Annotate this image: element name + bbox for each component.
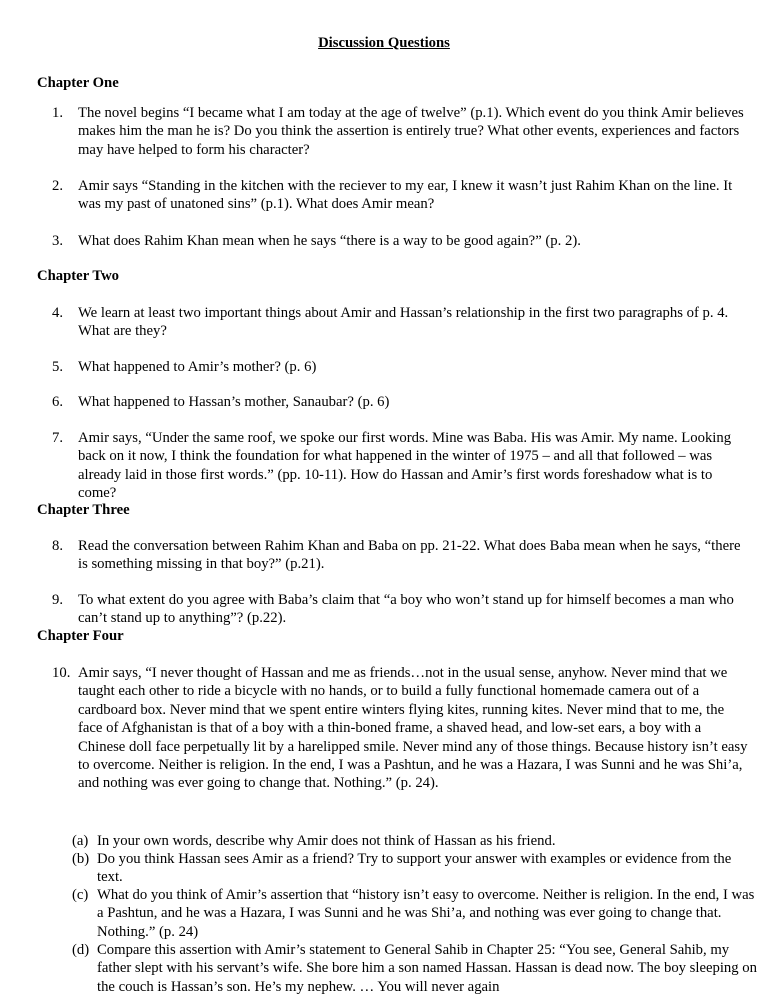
subquestion-label: (c) <box>72 887 89 903</box>
question-text: The novel begins “I became what I am today at the age of twelve” (p.1). Which event do you think Amir believes makes him the man he is? Do you think the assertion is entirely true? What other events, experiences and factors may have helped to form his character? <box>78 105 744 158</box>
question-text: Amir says “Standing in the kitchen with the reciever to my ear, I knew it wasn’t just Rahim Khan on the line. It was my past of unatoned sins” (p.1). What does Amir mean? <box>78 178 733 213</box>
question-text: Amir says, “I never thought of Hassan and me as friends…not in the usual sense, anyhow. Never mind that we taught each other to ride a bicycle with no hands, or to build a fully functional homemade camera out of a cardboard box. Never mind that we spent entire winters flying kites, running kites. Never mind that to me, the face of Afghanistan is that of a boy with a thin-boned frame, a shaved head, and low-set ears, a boy with a Chinese doll face perpetually lit by a harelipped smile. Never mind any of those things. Because history isn’t easy to overcome. Neither is religion. In the end, I was a Pashtun, and he was a Hazara, I was Sunni and he was Shi’a, and nothing was ever going to change that. Nothing.” (p. 24). <box>78 665 748 792</box>
question-item <box>52 537 752 574</box>
question-text: To what extent do you agree with Baba’s claim that “a boy who won’t stand up for himself becomes a man who can’t stand up to anything”? (p.22). <box>78 592 734 627</box>
question-item <box>52 177 752 214</box>
question-number: 5. <box>52 359 64 375</box>
chapter-heading-one: Chapter One <box>37 75 119 91</box>
question-text: What happened to Hassan’s mother, Sanaubar? (p. 6) <box>78 394 390 410</box>
chapter-heading-three: Chapter Three <box>37 502 130 518</box>
question-number: 6. <box>52 394 64 410</box>
subquestion-text: Compare this assertion with Amir’s statement to General Sahib in Chapter 25: “You see, General Sahib, my father slept with his servant’s wife. She bore him a son named Hassan. Hassan is dead now. The boy sleeping on the couch is Hassan’s son. He’s my nephew. … You will never again <box>97 942 757 995</box>
question-number: 3. <box>52 233 64 249</box>
question-number: 4. <box>52 305 64 321</box>
question-item <box>52 393 752 411</box>
subquestion-item <box>72 832 760 850</box>
subquestion-text: What do you think of Amir’s assertion that “history isn’t easy to overcome. Neither is religion. In the end, I was a Pashtun, and he was a Hazara, I was Sunni and he was Shi’a, and nothing was ever going to change that. Nothing.” (p. 24) <box>97 887 755 940</box>
question-item <box>52 591 752 628</box>
question-item <box>52 104 752 159</box>
subquestion-label: (a) <box>72 833 89 849</box>
question-item <box>52 304 752 341</box>
question-item <box>52 429 752 503</box>
question-text: Read the conversation between Rahim Khan and Baba on pp. 21-22. What does Baba mean when he says, “there is something missing in that boy?” (p.21). <box>78 538 741 573</box>
question-text: What does Rahim Khan mean when he says “there is a way to be good again?” (p. 2). <box>78 233 581 249</box>
chapter-heading-two: Chapter Two <box>37 268 120 284</box>
subquestion-label: (b) <box>72 851 90 867</box>
question-text: Amir says, “Under the same roof, we spoke our first words. Mine was Baba. His was Amir. My name. Looking back on it now, I think the foundation for what happened in the winter of 1975 – and all that followed – was already laid in those first words.” (pp. 10-11). How do Hassan and Amir’s first words foreshadow what is to come? <box>78 430 732 502</box>
question-text: What happened to Amir’s mother? (p. 6) <box>78 359 317 375</box>
question-number: 9. <box>52 592 64 608</box>
subquestion-item <box>72 850 760 887</box>
chapter-heading-four: Chapter Four <box>37 628 124 644</box>
question-item <box>52 358 752 376</box>
question-number: 2. <box>52 178 64 194</box>
question-number: 7. <box>52 430 64 446</box>
subquestion-label: (d) <box>72 942 90 958</box>
question-number: 10. <box>52 665 71 681</box>
subquestion-text: Do you think Hassan sees Amir as a friend? Try to support your answer with examples or evidence from the text. <box>97 851 732 886</box>
page-title: Discussion Questions <box>318 35 450 51</box>
question-item <box>52 232 752 250</box>
question-item <box>52 664 752 793</box>
subquestion-text: In your own words, describe why Amir does not think of Hassan as his friend. <box>97 833 556 849</box>
question-text: We learn at least two important things about Amir and Hassan’s relationship in the first two paragraphs of p. 4. What are they? <box>78 305 729 340</box>
question-number: 1. <box>52 105 64 121</box>
question-number: 8. <box>52 538 64 554</box>
subquestion-item <box>72 886 760 941</box>
subquestion-item <box>72 941 760 996</box>
